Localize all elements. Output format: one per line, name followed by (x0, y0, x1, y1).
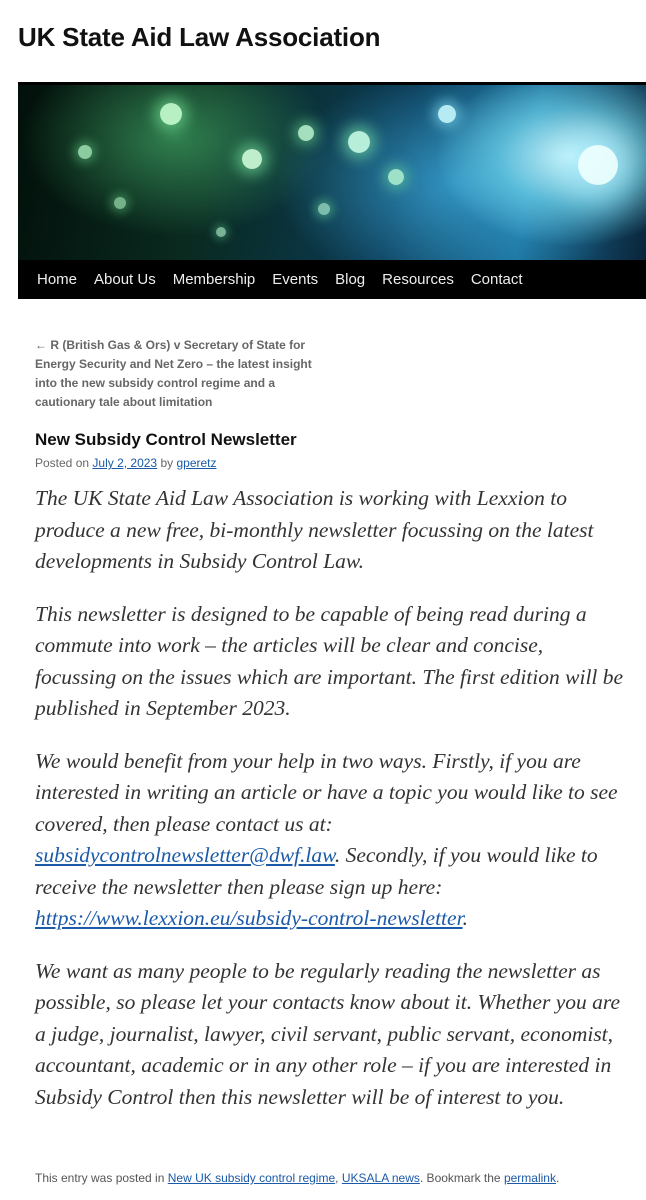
by-label: by (160, 456, 174, 470)
category-link-uksala-news[interactable]: UKSALA news (341, 1171, 420, 1185)
paragraph-help-text-b: . Secondly, if you would like to receive the newsletter then please sign up here: (35, 843, 598, 899)
footer-end: . (555, 1171, 560, 1185)
author-link[interactable]: gperetz (176, 456, 217, 470)
nav-item-home[interactable]: Home (37, 271, 78, 288)
post-meta (35, 456, 217, 470)
previous-post-link[interactable]: ← R (British Gas & Ors) v Secretary of State for Energy Security and Net Zero – the latest insight into the new subsidy control regime and a cautionary tale about limitation (35, 338, 312, 409)
paragraph-design: This newsletter is designed to be capable of being read during a commute into work – the articles will be clear and concise, focussing on the issues which are important. The first edition will be published in September 2023. (35, 601, 624, 720)
nav-item-resources[interactable]: Resources (382, 271, 454, 288)
post-title: New Subsidy Control Newsletter (35, 430, 297, 449)
footer-bookmark-text: . Bookmark the (419, 1171, 501, 1185)
nav-item-about-us[interactable]: About Us (94, 271, 156, 288)
paragraph-help (35, 746, 625, 935)
posted-on-label: Posted on (35, 456, 90, 470)
newsletter-signup-link[interactable]: https://www.lexxion.eu/subsidy-control-newsletter (35, 906, 463, 930)
main-navigation (18, 260, 646, 299)
post-content (35, 483, 625, 1134)
site-title[interactable]: UK State Aid Law Association (18, 22, 381, 52)
entry-footer (35, 1171, 635, 1185)
post-date-link[interactable]: July 2, 2023 (92, 456, 158, 470)
nav-item-membership[interactable]: Membership (172, 271, 256, 288)
nav-item-blog[interactable]: Blog (335, 271, 366, 288)
footer-prefix: This entry was posted in (35, 1171, 165, 1185)
permalink-link[interactable]: permalink (503, 1171, 556, 1185)
newsletter-email-link[interactable]: subsidycontrolnewsletter@dwf.law (35, 843, 335, 867)
paragraph-share: We want as many people to be regularly reading the newsletter as possible, so please let your contacts know about it. Whether you are a judge, journalist, lawyer, civil servant, public servant, economist, accountant, academic or in any other role – if you are interested in Subsidy Control then this newsletter will be of interest to you. (35, 958, 620, 1109)
paragraph-help-text-a: We would benefit from your help in two ways. Firstly, if you are interested in writing an article or have a topic you would like to see covered, then please contact us at: (35, 748, 618, 836)
paragraph-help-text-c: . (462, 906, 468, 930)
category-link-subsidy-regime[interactable]: New UK subsidy control regime (167, 1171, 336, 1185)
nav-item-contact[interactable]: Contact (470, 271, 523, 288)
paragraph-intro: The UK State Aid Law Association is working with Lexxion to produce a new free, bi-monthly newsletter focussing on the latest developments in Subsidy Control Law. (35, 486, 594, 573)
nav-item-events[interactable]: Events (272, 271, 319, 288)
header-banner-image (18, 82, 646, 263)
footer-separator: , (335, 1171, 339, 1185)
